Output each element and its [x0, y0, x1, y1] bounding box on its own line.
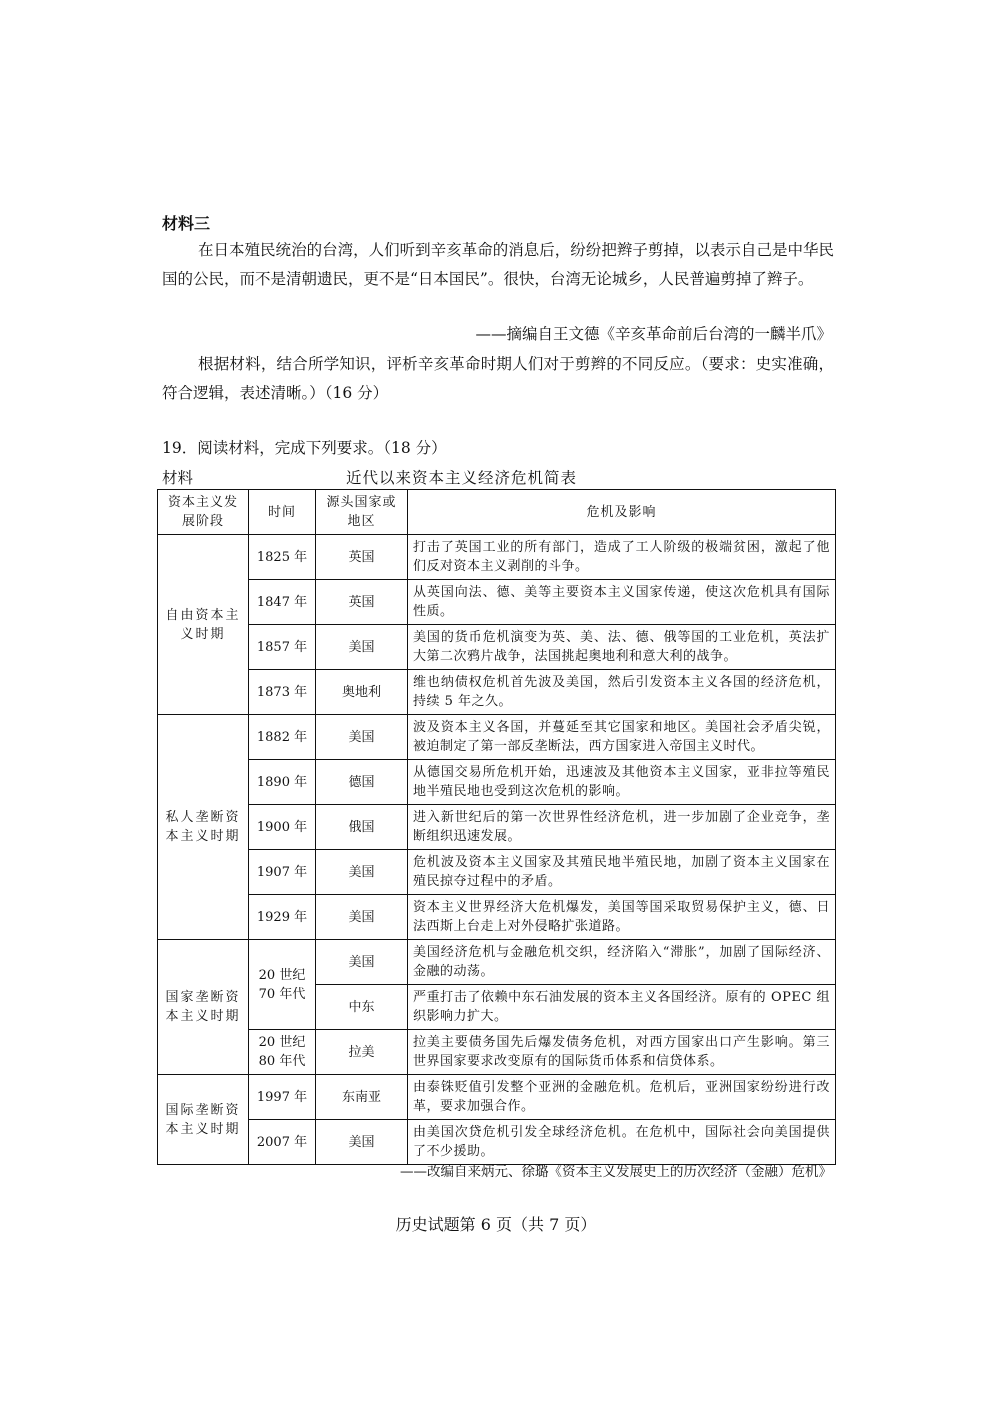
table-row: [158, 1030, 836, 1075]
time-cell: 1900 年: [249, 805, 316, 850]
time-cell: 20 世纪80 年代: [249, 1030, 316, 1075]
table-row: [158, 670, 836, 715]
region-cell: 美国: [316, 1120, 408, 1165]
effect-cell: 进入新世纪后的第一次世界性经济危机，进一步加剧了企业竞争，垄断组织迅速发展。: [408, 805, 836, 850]
page-footer: 历史试题第 6 页（共 7 页）: [395, 1215, 597, 1234]
region-cell: 美国: [316, 850, 408, 895]
table-header-row: [158, 490, 836, 535]
region-cell: 英国: [316, 535, 408, 580]
header-stage: 资本主义发展阶段: [158, 490, 249, 535]
region-cell: 拉美: [316, 1030, 408, 1075]
table-row: [158, 760, 836, 805]
effect-cell: 从德国交易所危机开始，迅速波及其他资本主义国家，亚非拉等殖民地半殖民地也受到这次危机的影响。: [408, 760, 836, 805]
table-row: [158, 1075, 836, 1120]
table-row: [158, 580, 836, 625]
table-row: [158, 535, 836, 580]
effect-cell: 资本主义世界经济大危机爆发，美国等国采取贸易保护主义，德、日法西斯上台走上对外侵略扩张道路。: [408, 895, 836, 940]
header-effect: 危机及影响: [408, 490, 836, 535]
material3-title: 材料三: [162, 214, 211, 233]
material3-source: ——摘编自王文德《辛亥革命前后台湾的一麟半爪》: [475, 325, 832, 343]
table-title: 近代以来资本主义经济危机简表: [346, 469, 578, 487]
effect-cell: 美国经济危机与金融危机交织，经济陷入“滞胀”，加剧了国际经济、金融的动荡。: [408, 940, 836, 985]
region-cell: 美国: [316, 625, 408, 670]
time-cell: 1847 年: [249, 580, 316, 625]
effect-cell: 美国的货币危机演变为英、美、法、德、俄等国的工业危机，英法扩大第二次鸦片战争，法国挑起奥地利和意大利的战争。: [408, 625, 836, 670]
stage-cell: 国际垄断资本主义时期: [158, 1075, 249, 1165]
time-cell: 1882 年: [249, 715, 316, 760]
table-row: [158, 1120, 836, 1165]
header-region: 源头国家或地区: [316, 490, 408, 535]
effect-cell: 维也纳债权危机首先波及美国，然后引发资本主义各国的经济危机，持续 5 年之久。: [408, 670, 836, 715]
stage-cell: 私人垄断资本主义时期: [158, 715, 249, 940]
table-row: [158, 850, 836, 895]
effect-cell: 严重打击了依赖中东石油发展的资本主义各国经济。原有的 OPEC 组织影响力扩大。: [408, 985, 836, 1030]
time-cell: 1929 年: [249, 895, 316, 940]
region-cell: 俄国: [316, 805, 408, 850]
table-row: [158, 805, 836, 850]
region-cell: 美国: [316, 895, 408, 940]
effect-cell: 由泰铢贬值引发整个亚洲的金融危机。危机后，亚洲国家纷纷进行改革，要求加强合作。: [408, 1075, 836, 1120]
effect-cell: 打击了英国工业的所有部门，造成了工人阶级的极端贫困，激起了他们反对资本主义剥削的斗争。: [408, 535, 836, 580]
time-cell: 20 世纪70 年代: [249, 940, 316, 1030]
time-cell: 1873 年: [249, 670, 316, 715]
region-cell: 奥地利: [316, 670, 408, 715]
effect-cell: 拉美主要债务国先后爆发债务危机，对西方国家出口产生影响。第三世界国家要求改变原有的国际货币体系和信贷体系。: [408, 1030, 836, 1075]
region-cell: 东南亚: [316, 1075, 408, 1120]
region-cell: 德国: [316, 760, 408, 805]
table-row: [158, 940, 836, 985]
time-cell: 1857 年: [249, 625, 316, 670]
question-19-heading: 19．阅读材料，完成下列要求。（18 分）: [162, 439, 447, 457]
stage-cell: 国家垄断资本主义时期: [158, 940, 249, 1075]
region-cell: 美国: [316, 715, 408, 760]
time-cell: 1997 年: [249, 1075, 316, 1120]
effect-cell: 波及资本主义各国，并蔓延至其它国家和地区。美国社会矛盾尖锐，被迫制定了第一部反垄断法，西方国家进入帝国主义时代。: [408, 715, 836, 760]
effect-cell: 危机波及资本主义国家及其殖民地半殖民地，加剧了资本主义国家在殖民掠夺过程中的矛盾。: [408, 850, 836, 895]
region-cell: 英国: [316, 580, 408, 625]
time-cell: 1825 年: [249, 535, 316, 580]
table-row: [158, 625, 836, 670]
table-row: [158, 895, 836, 940]
stage-cell: 自由资本主义时期: [158, 535, 249, 715]
header-time: 时间: [249, 490, 316, 535]
material3-paragraph: 在日本殖民统治的台湾，人们听到辛亥革命的消息后，纷纷把辫子剪掉，以表示自己是中华民国的公民，而不是清朝遗民，更不是“日本国民”。很快，台湾无论城乡，人民普遍剪掉了辫子。: [162, 241, 834, 288]
crisis-table: [157, 489, 836, 1165]
table-source: ——改编自来炳元、徐璐《资本主义发展史上的历次经济（金融）危机》: [400, 1164, 832, 1180]
time-cell: 1890 年: [249, 760, 316, 805]
region-cell: 美国: [316, 940, 408, 985]
table-row: [158, 715, 836, 760]
effect-cell: 从英国向法、德、美等主要资本主义国家传递，使这次危机具有国际性质。: [408, 580, 836, 625]
effect-cell: 由美国次贷危机引发全球经济危机。在危机中，国际社会向美国提供了不少援助。: [408, 1120, 836, 1165]
material-label: 材料: [162, 469, 194, 487]
time-cell: 2007 年: [249, 1120, 316, 1165]
material3-question: 根据材料，结合所学知识，评析辛亥革命时期人们对于剪辫的不同反应。（要求：史实准确，符合逻辑，表述清晰。）（16 分）: [162, 355, 834, 402]
region-cell: 中东: [316, 985, 408, 1030]
time-cell: 1907 年: [249, 850, 316, 895]
